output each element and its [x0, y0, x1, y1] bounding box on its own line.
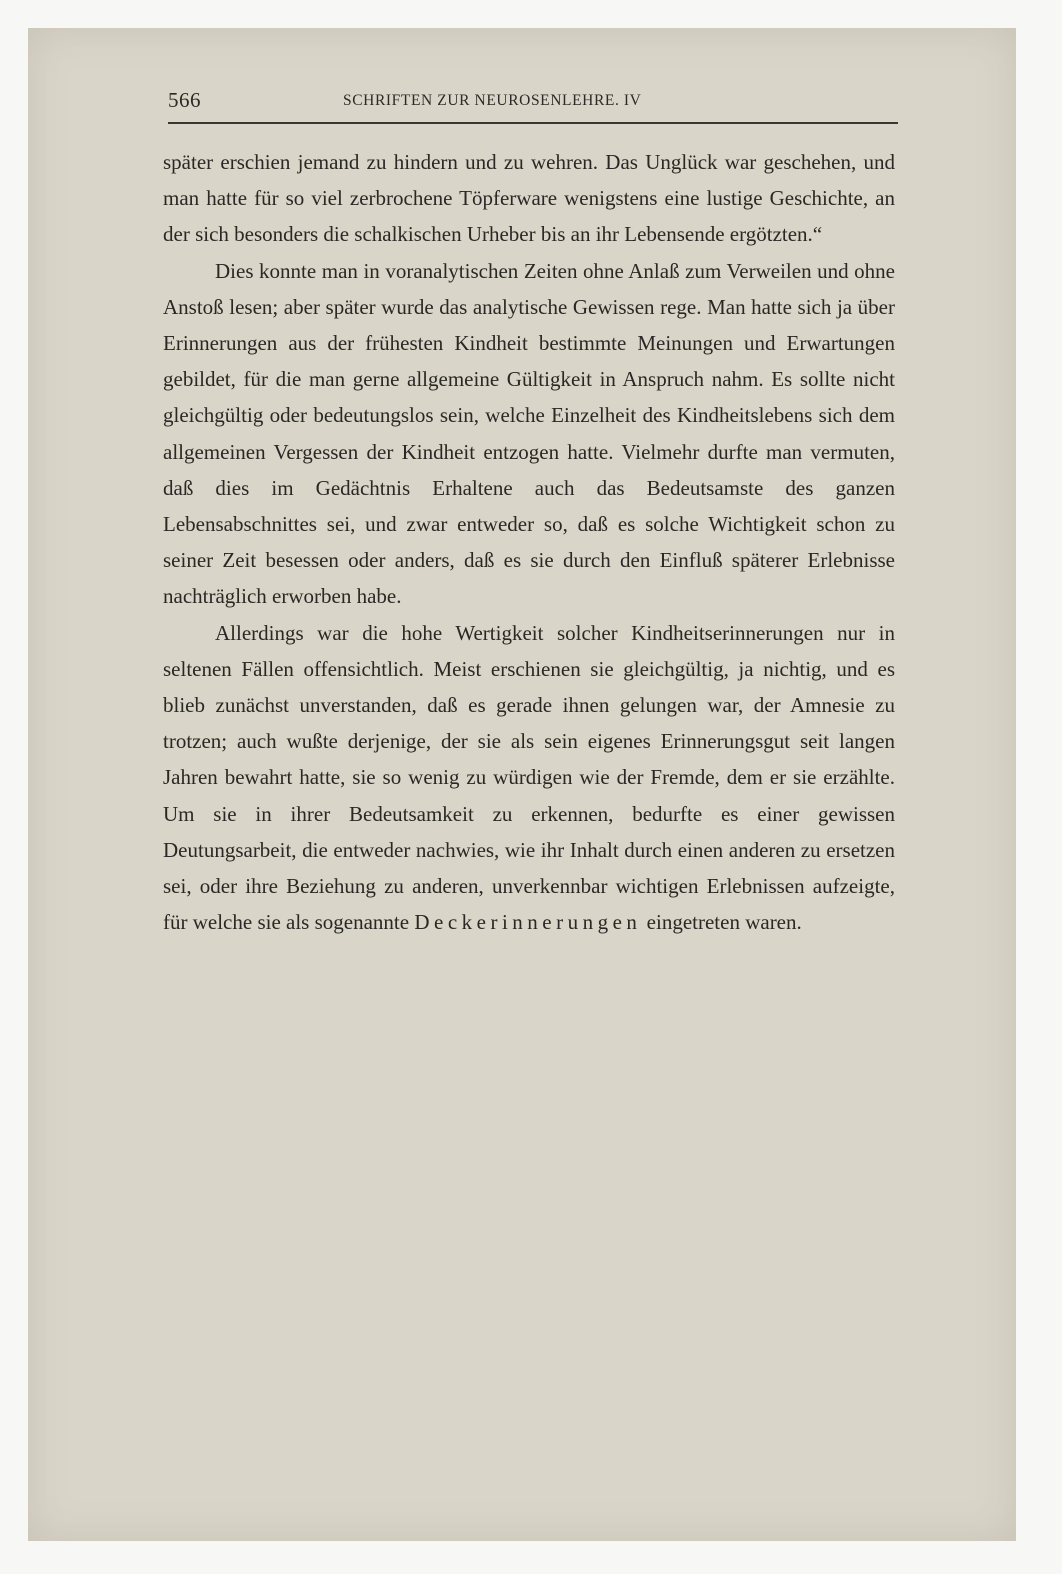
paragraph-3	[163, 615, 895, 941]
paragraph-3-ending: eingetreten waren.	[646, 910, 802, 935]
running-title: SCHRIFTEN ZUR NEUROSENLEHRE. IV	[343, 92, 642, 109]
emphasized-term: Deckerinnerungen	[414, 910, 642, 935]
paragraph-3-text: Allerdings war die hohe Wertigkeit solcher Kindheitserinnerungen nur in seltenen Fällen offensichtlich. Meist erschienen sie gleichgültig, ja nichtig, und es blieb zunächst unverstanden, daß es gerade ihnen gelungen war, der Amnesie zu trotzen; auch wußte derjenige, der sie als sein eigenes Erinnerungsgut seit langen Jahren bewahrt hatte, sie so wenig zu würdigen wie der Fremde, dem er sie erzählte. Um sie in ihrer Bedeutsamkeit zu erkennen, bedurfte es einer gewissen Deutungsarbeit, die entweder nachwies, wie ihr Inhalt durch einen anderen zu ersetzen sei, oder ihre Beziehung zu anderen, unverkennbar wichtigen Erlebnissen aufzeigte, für welche sie als sogenannte	[163, 620, 895, 935]
paragraph-2: Dies konnte man in voranalytischen Zeiten ohne Anlaß zum Verweilen und ohne Anstoß lesen; aber später wurde das analytische Gewissen rege. Man hatte sich ja über Erinnerungen aus der frühesten Kindheit bestimmte Meinungen und Erwartungen gebildet, für die man gerne allgemeine Gültigkeit in Anspruch nahm. Es sollte nicht gleichgültig oder bedeutungslos sein, welche Einzelheit des Kindheitslebens sich dem allgemeinen Vergessen der Kindheit entzogen hatte. Vielmehr durfte man vermuten, daß dies im Gedächtnis Erhaltene auch das Bedeutsamste des ganzen Lebensabschnittes sei, und zwar entweder so, daß es solche Wichtigkeit schon zu seiner Zeit besessen oder anders, daß es sie durch den Einfluß späterer Erlebnisse nachträglich erworben habe.	[163, 258, 895, 609]
body-text	[163, 144, 895, 940]
running-head	[168, 88, 898, 118]
header-rule	[168, 122, 898, 124]
paragraph-1: später erschien jemand zu hindern und zu wehren. Das Unglück war geschehen, und man hatte für so viel zerbrochene Töpferware wenigstens eine lustige Geschichte, an der sich besonders die schalkischen Urheber bis an ihr Lebensende ergötzten.“	[163, 150, 895, 247]
page-number: 566	[168, 88, 201, 112]
